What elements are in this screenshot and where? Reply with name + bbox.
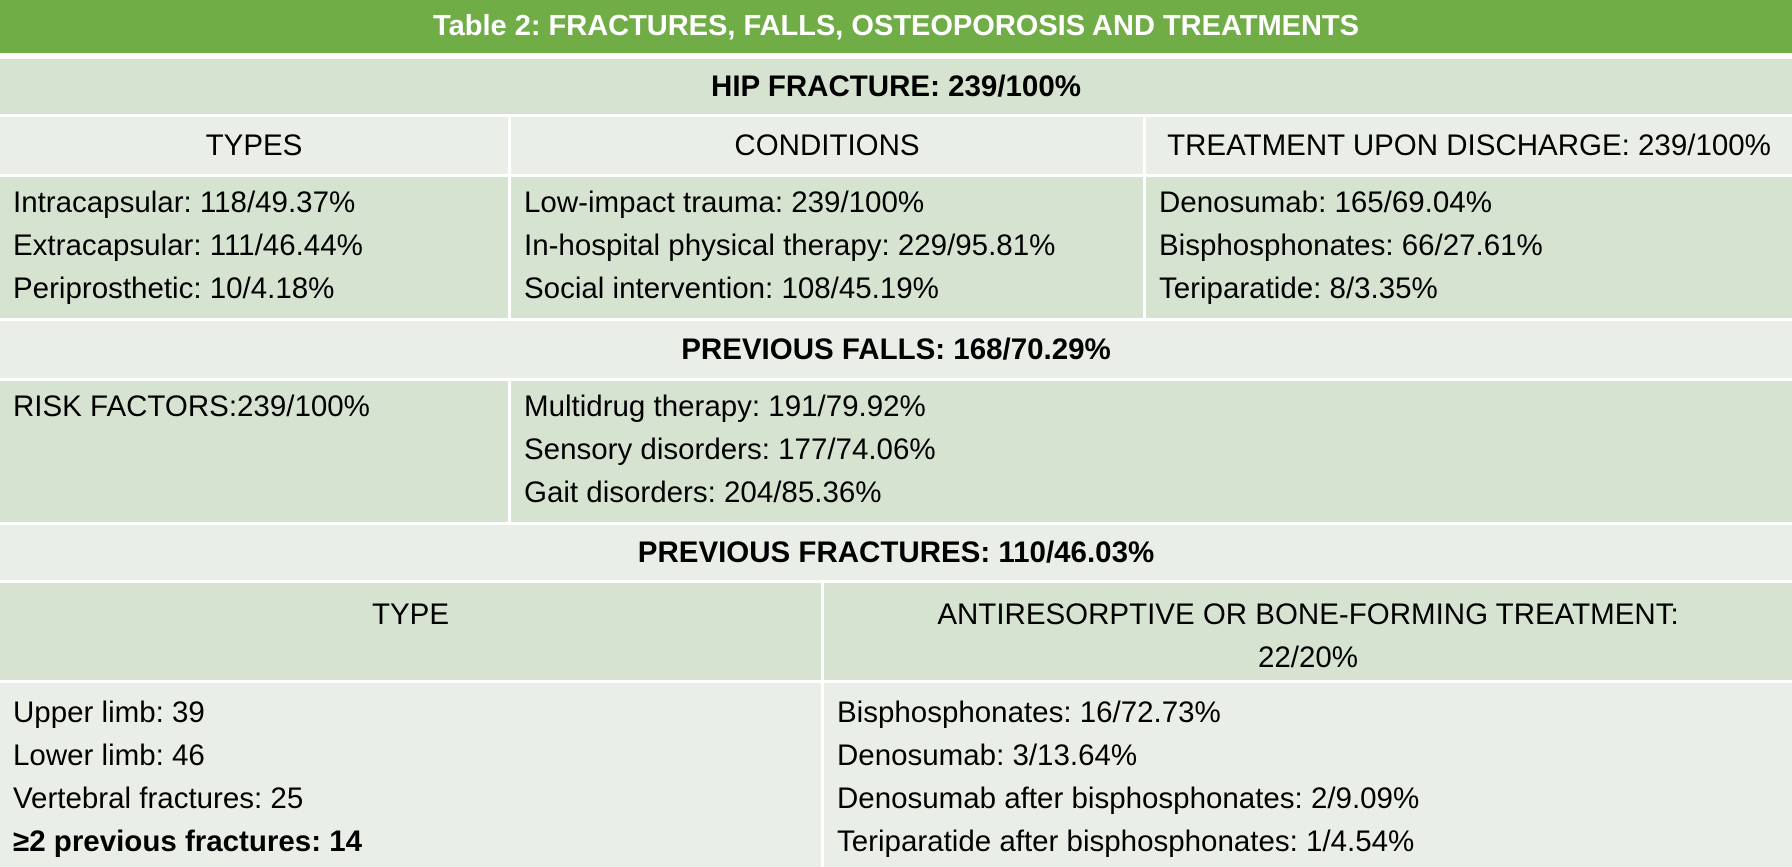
list-item: Denosumab: 165/69.04% <box>1159 186 1492 219</box>
risk-factors-list-cell <box>508 381 1792 522</box>
list-item: Denosumab: 3/13.64% <box>837 739 1138 772</box>
list-item: Teriparatide: 8/3.35% <box>1159 272 1438 305</box>
column-header-types-label: TYPES <box>205 129 303 162</box>
table-title-text: Table 2: FRACTURES, FALLS, OSTEOPOROSIS AND TREATMENTS <box>433 10 1359 42</box>
previous-fractures-header-text: PREVIOUS FRACTURES: 110/46.03% <box>637 535 1155 569</box>
list-item: Bisphosphonates: 66/27.61% <box>1159 229 1543 262</box>
list-item: In-hospital physical therapy: 229/95.81% <box>524 229 1056 262</box>
column-header-conditions-label: CONDITIONS <box>734 129 920 162</box>
column-header-types <box>0 117 508 174</box>
previous-falls-header-text: PREVIOUS FALLS: 168/70.29% <box>681 332 1111 366</box>
risk-factors-label: RISK FACTORS:239/100% <box>13 390 370 423</box>
list-item: Vertebral fractures: 25 <box>13 782 304 815</box>
risk-factors-label-cell <box>0 381 508 522</box>
hip-fracture-column-headers <box>0 114 1792 174</box>
column-header-antiresorptive <box>821 583 1792 680</box>
list-item: Sensory disorders: 177/74.06% <box>524 433 936 466</box>
column-header-antiresorptive-line2: 22/20% <box>1257 641 1359 674</box>
hip-fracture-types-cell <box>0 177 508 318</box>
previous-fractures-treatments-cell <box>821 683 1792 867</box>
list-item: Lower limb: 46 <box>13 739 205 772</box>
column-header-antiresorptive-line1: ANTIRESORPTIVE OR BONE-FORMING TREATMENT: <box>937 598 1679 631</box>
hip-fracture-header <box>0 56 1792 114</box>
hip-fracture-treatment-cell <box>1143 177 1792 318</box>
hip-fracture-conditions-cell <box>508 177 1143 318</box>
previous-fractures-types-cell <box>0 683 821 867</box>
column-header-treatment-label: TREATMENT UPON DISCHARGE: 239/100% <box>1167 129 1771 162</box>
column-header-type <box>0 583 821 680</box>
list-item: Extracapsular: 111/46.44% <box>13 229 363 262</box>
list-item: Gait disorders: 204/85.36% <box>524 476 882 509</box>
list-item: Low-impact trauma: 239/100% <box>524 186 925 219</box>
risk-factors-row <box>0 378 1792 522</box>
column-header-conditions <box>508 117 1143 174</box>
list-item: Denosumab after bisphosphonates: 2/9.09% <box>837 782 1420 815</box>
previous-fractures-data-row <box>0 680 1792 867</box>
list-item-bold: ≥2 previous fractures: 14 <box>13 825 363 858</box>
list-item: Intracapsular: 118/49.37% <box>13 186 356 219</box>
previous-falls-header <box>0 318 1792 378</box>
list-item: Periprosthetic: 10/4.18% <box>13 272 335 305</box>
previous-fractures-column-headers <box>0 580 1792 680</box>
column-header-treatment <box>1143 117 1792 174</box>
list-item: Teriparatide after bisphosphonates: 1/4.54% <box>837 825 1415 858</box>
list-item: Bisphosphonates: 16/72.73% <box>837 696 1221 729</box>
list-item: Upper limb: 39 <box>13 696 205 729</box>
hip-fracture-data-row <box>0 174 1792 318</box>
column-header-type-label: TYPE <box>371 598 450 631</box>
table-title <box>0 0 1792 53</box>
hip-fracture-header-text: HIP FRACTURE: 239/100% <box>711 69 1081 103</box>
list-item: Social intervention: 108/45.19% <box>524 272 939 305</box>
previous-fractures-header <box>0 522 1792 580</box>
list-item: Multidrug therapy: 191/79.92% <box>524 390 926 423</box>
